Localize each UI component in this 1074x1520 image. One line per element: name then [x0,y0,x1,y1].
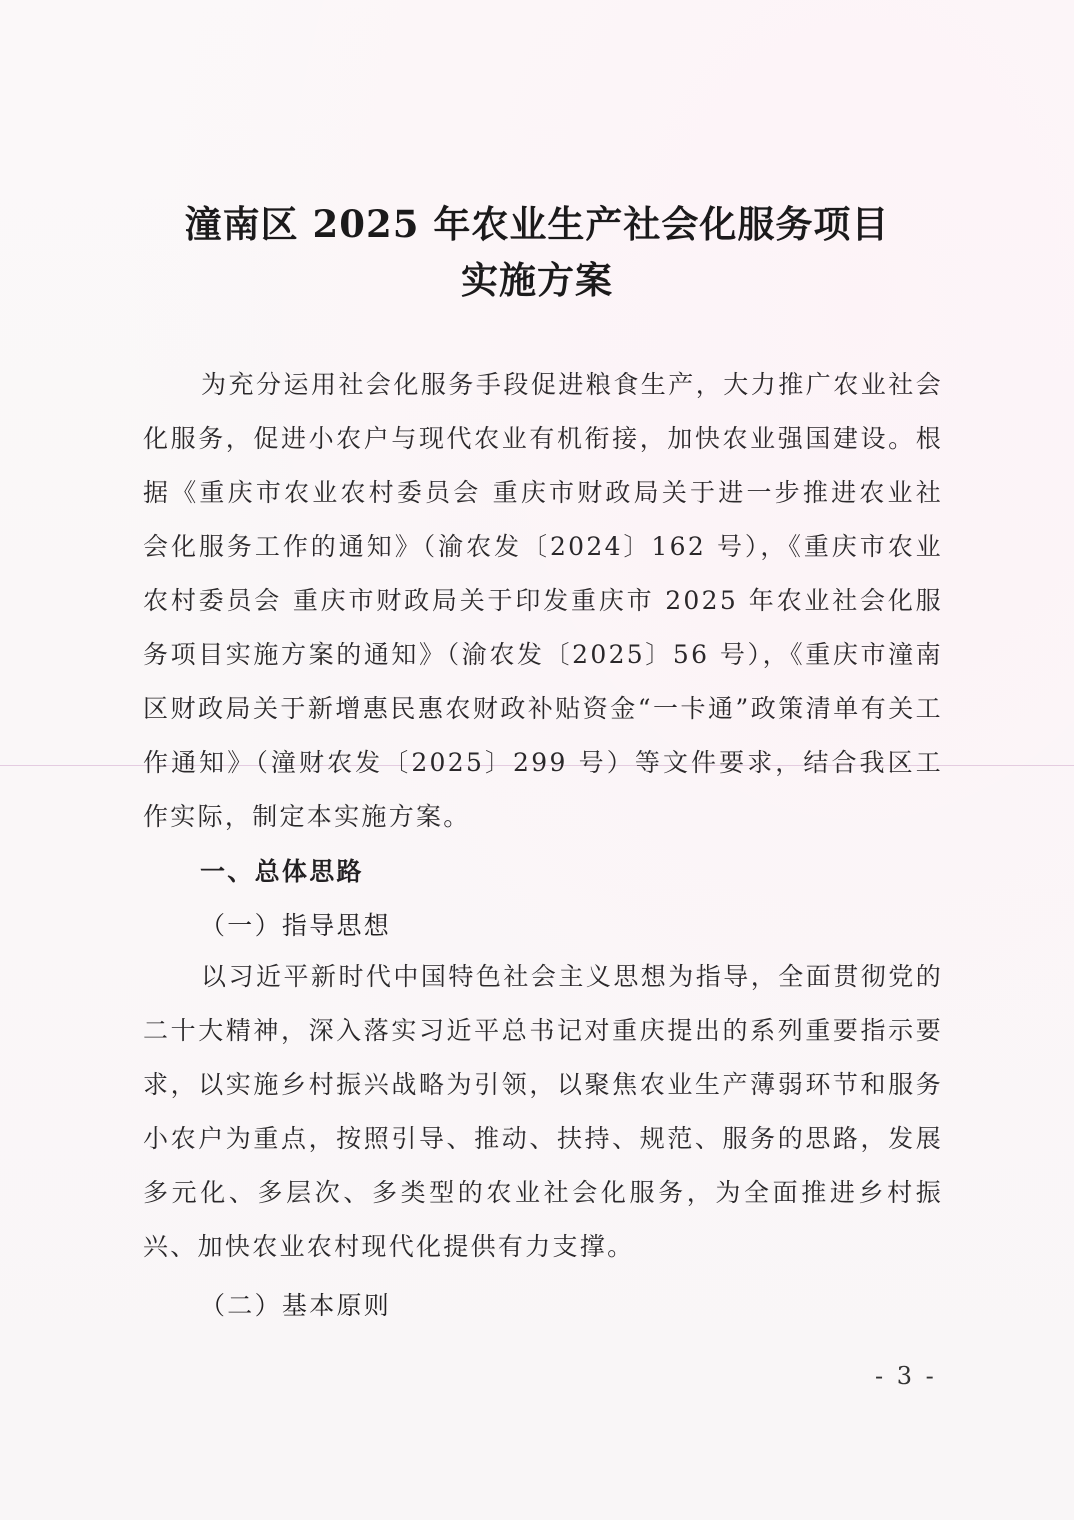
document-title-line-1: 潼南区 2025 年农业生产社会化服务项目 [184,202,890,246]
section-1-heading: 一、总体思路 [200,857,364,886]
page-number: - 3 - [875,1362,937,1390]
guiding-section [143,950,943,1274]
subsection-2-heading: （二）基本原则 [200,1291,392,1320]
subsection-1-heading: （一）指导思想 [200,911,392,940]
intro-section [143,358,943,844]
document-title-line-2: 实施方案 [461,258,613,302]
intro-paragraph: 为充分运用社会化服务手段促进粮食生产，大力推广农业社会化服务，促进小农户与现代农业有机衔接，加快农业强国建设。根据《重庆市农业农村委员会 重庆市财政局关于进一步推进农业社会化服务工作的通知》（渝农发〔2024〕162 号），《重庆市农业农村委员会 重庆市财政局关于印发重庆市 2025 年农业社会化服务项目实施方案的通知》（渝农发〔2025〕56 号），《重庆市潼南区财政局关于新增惠民惠农财政补贴资金“一卡通”政策清单有关工作通知》（潼财农发〔2025〕299 号）等文件要求，结合我区工作实际，制定本实施方案。 [143,370,943,831]
guiding-paragraph: 以习近平新时代中国特色社会主义思想为指导，全面贯彻党的二十大精神，深入落实习近平总书记对重庆提出的系列重要指示要求，以实施乡村振兴战略为引领，以聚焦农业生产薄弱环节和服务小农户为重点，按照引导、推动、扶持、规范、服务的思路，发展多元化、多层次、多类型的农业社会化服务，为全面推进乡村振兴、加快农业农村现代化提供有力支撑。 [143,962,943,1261]
